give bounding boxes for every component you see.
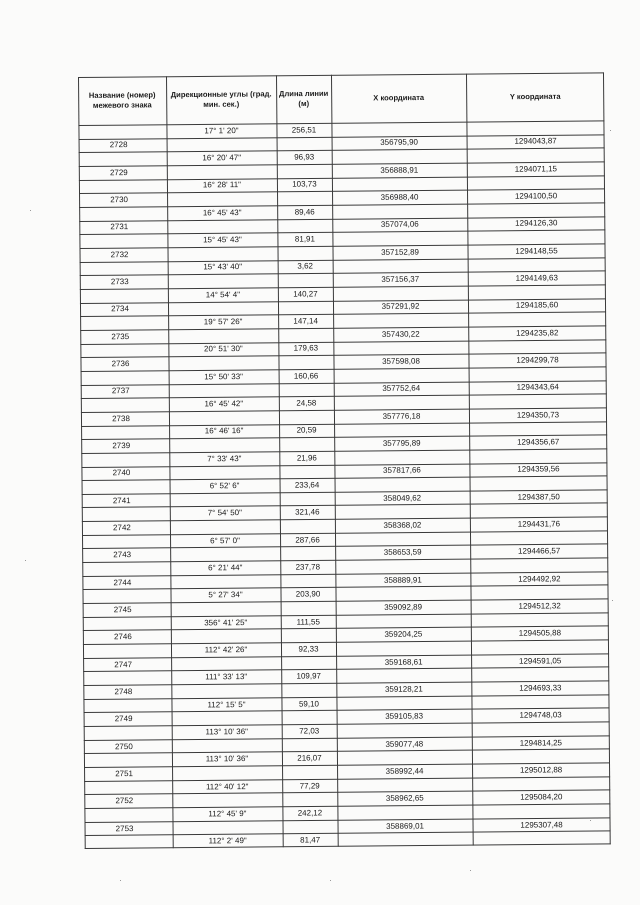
point-x-coordinate: 357291,92 (381, 301, 420, 312)
header-directional-angles: Дирекционные углы (град. мин. сек.) (170, 89, 272, 109)
point-y-coordinate: 1294071,15 (514, 164, 557, 174)
point-x-coordinate: 359128,21 (384, 684, 423, 694)
segment-length: 92,33 (298, 644, 319, 654)
point-x-coordinate: 359105,83 (385, 711, 424, 722)
table-rule (84, 721, 610, 726)
point-x-coordinate: 357752,64 (382, 383, 421, 394)
point-x-coordinate: 357152,89 (381, 247, 419, 257)
header-line-length: Длина линии (м) (278, 88, 329, 109)
boundary-coordinates-table (78, 72, 611, 849)
scan-speck (330, 880, 331, 881)
point-name: 2730 (110, 195, 129, 205)
table-rule (80, 339, 606, 344)
segment-angle: 112° 42' 26" (204, 644, 248, 655)
table-rule (83, 639, 609, 644)
point-y-coordinate: 1295012,88 (519, 765, 563, 775)
point-x-coordinate: 356888,91 (380, 165, 419, 175)
table-rule (85, 831, 611, 836)
point-x-coordinate: 358869,01 (386, 821, 424, 831)
segment-length: 147,14 (293, 316, 318, 326)
segment-length: 256,51 (291, 125, 317, 135)
segment-length: 233,64 (294, 480, 320, 490)
segment-angle: 20° 51' 30" (203, 344, 243, 354)
point-x-coordinate: 356988,40 (380, 192, 419, 202)
point-name: 2741 (112, 495, 131, 505)
point-x-coordinate: 358992,44 (385, 766, 424, 776)
segment-angle: 356° 41' 25" (204, 617, 248, 628)
segment-length: 242,12 (297, 808, 323, 818)
segment-length: 81,47 (300, 835, 321, 845)
segment-angle: 17° 1' 20" (204, 125, 239, 136)
segment-length: 321,46 (295, 507, 320, 517)
segment-length: 179,63 (293, 343, 319, 354)
point-y-coordinate: 1294343,64 (516, 382, 559, 393)
table-body (78, 120, 610, 849)
segment-angle: 112° 15' 5" (207, 699, 246, 709)
point-x-coordinate: 358889,91 (383, 575, 422, 585)
segment-length: 109,97 (296, 671, 322, 681)
point-y-coordinate: 1294185,60 (515, 300, 559, 311)
table-rule (83, 667, 609, 672)
point-name: 2750 (114, 741, 133, 751)
segment-angle: 113° 10' 36" (205, 726, 249, 737)
scan-speck (610, 130, 611, 131)
segment-length: 89,46 (294, 207, 315, 217)
point-x-coordinate: 357156,37 (381, 274, 420, 284)
point-x-coordinate: 357074,06 (380, 219, 419, 230)
segment-length: 21,96 (296, 453, 317, 463)
segment-angle: 112° 40' 12" (205, 781, 249, 791)
segment-length: 103,73 (292, 179, 317, 190)
point-name: 2735 (111, 331, 130, 341)
point-y-coordinate: 1294505,88 (518, 628, 562, 638)
header-x-coordinate: Х координата (373, 92, 425, 103)
point-name: 2749 (114, 714, 133, 724)
segment-length: 203,90 (295, 589, 321, 599)
segment-length: 24,58 (296, 398, 317, 408)
point-x-coordinate: 357817,66 (382, 465, 421, 476)
table-rule (83, 694, 609, 699)
point-name: 2752 (115, 796, 134, 806)
segment-length: 287,66 (295, 535, 320, 545)
point-name: 2729 (109, 167, 128, 178)
table-rule (81, 394, 607, 399)
segment-length: 216,07 (297, 753, 322, 763)
segment-angle: 15° 50' 33" (204, 371, 244, 382)
point-x-coordinate: 359092,89 (384, 602, 423, 612)
point-x-coordinate: 358962,65 (385, 793, 424, 804)
segment-angle: 16° 20' 47" (202, 153, 242, 163)
point-y-coordinate: 1294350,73 (516, 410, 560, 420)
segment-angle: 14° 54' 4" (205, 289, 241, 300)
point-name: 2734 (111, 304, 129, 314)
point-y-coordinate: 1294591,05 (518, 655, 562, 666)
point-name: 2746 (113, 632, 132, 642)
segment-angle: 16° 45' 42" (204, 399, 244, 409)
scan-speck (590, 820, 591, 821)
table-rule (82, 585, 608, 590)
point-y-coordinate: 1294356,67 (517, 437, 560, 447)
point-name: 2739 (112, 441, 131, 451)
point-name: 2742 (112, 523, 131, 533)
point-name: 2740 (112, 468, 131, 478)
segment-angle: 6° 57' 0" (210, 535, 240, 546)
point-name: 2738 (112, 413, 130, 423)
point-x-coordinate: 357598,08 (382, 356, 420, 366)
scan-speck (470, 870, 471, 871)
table-rule (81, 421, 607, 426)
table-rule (80, 284, 606, 289)
segment-angle: 19° 57' 26" (203, 317, 243, 327)
point-x-coordinate: 356795,90 (380, 138, 419, 148)
header-point-name: Название (номер) межевого знака (88, 90, 156, 110)
segment-length: 59,10 (298, 698, 320, 709)
segment-angle: 16° 28' 11" (202, 180, 242, 190)
point-name: 2751 (115, 768, 134, 779)
point-y-coordinate: 1294100,50 (514, 191, 558, 201)
point-name: 2747 (114, 659, 133, 669)
segment-length: 160,66 (293, 371, 319, 381)
point-x-coordinate: 358368,02 (383, 520, 422, 530)
point-name: 2743 (113, 550, 132, 560)
header-y-coordinate: Y координата (509, 91, 561, 102)
point-y-coordinate: 1294148,55 (515, 246, 558, 256)
point-y-coordinate: 1294814,25 (519, 737, 562, 748)
table-rule (79, 148, 605, 153)
table-rule (80, 257, 606, 262)
table-rule (79, 175, 605, 180)
segment-length: 77,29 (299, 780, 320, 791)
point-y-coordinate: 1295307,48 (520, 819, 563, 830)
point-x-coordinate: 358049,62 (383, 493, 422, 503)
table-rule (82, 503, 608, 508)
segment-length: 237,78 (295, 562, 321, 572)
table-rule (79, 202, 605, 207)
point-name: 2728 (109, 140, 128, 150)
point-x-coordinate: 358653,59 (383, 547, 422, 558)
point-y-coordinate: 1294512,32 (518, 601, 561, 611)
point-name: 2733 (110, 277, 129, 287)
point-x-coordinate: 359168,61 (384, 657, 423, 667)
table-rule (79, 230, 605, 235)
segment-length: 72,03 (299, 726, 320, 736)
point-y-coordinate: 1294387,50 (517, 491, 560, 502)
table-rule (84, 803, 610, 808)
point-y-coordinate: 1294492,92 (518, 573, 561, 584)
point-x-coordinate: 357430,22 (381, 329, 420, 339)
point-y-coordinate: 1295084,20 (520, 792, 563, 802)
point-name: 2753 (115, 823, 134, 833)
point-x-coordinate: 357776,18 (382, 411, 421, 421)
point-y-coordinate: 1294149,63 (515, 273, 558, 283)
point-name: 2736 (111, 359, 130, 369)
table-rule (84, 749, 610, 754)
segment-angle: 6° 52' 6" (209, 481, 240, 491)
scan-speck (612, 600, 613, 601)
scan-speck (25, 560, 26, 561)
table-rule (81, 366, 607, 371)
scan-speck (120, 880, 121, 881)
table-rule (84, 776, 610, 781)
segment-angle: 15° 45' 43" (203, 235, 242, 245)
segment-angle: 112° 2' 49" (208, 836, 247, 846)
point-y-coordinate: 1294431,76 (517, 519, 561, 529)
table-rule (82, 558, 608, 563)
segment-length: 96,93 (294, 152, 315, 162)
segment-angle: 15° 43' 40" (203, 262, 243, 272)
point-name: 2731 (110, 222, 129, 232)
table-rule (83, 612, 609, 617)
scan-speck (30, 210, 31, 211)
segment-angle: 7° 54' 50" (207, 508, 242, 518)
point-name: 2745 (113, 604, 132, 615)
segment-length: 140,27 (293, 289, 318, 299)
point-y-coordinate: 1294126,30 (515, 218, 558, 229)
point-name: 2744 (113, 577, 132, 587)
point-name: 2748 (114, 686, 133, 697)
point-y-coordinate: 1294235,82 (516, 328, 559, 338)
point-y-coordinate: 1294466,57 (517, 546, 561, 556)
point-x-coordinate: 359204,25 (384, 629, 423, 640)
table-rule (80, 312, 606, 317)
segment-angle: 16° 45' 43" (202, 207, 242, 218)
point-y-coordinate: 1294299,78 (516, 355, 559, 365)
segment-angle: 7° 33' 43" (207, 453, 242, 464)
point-x-coordinate: 357795,89 (382, 438, 421, 448)
segment-angle: 112° 45' 9" (208, 808, 247, 819)
segment-length: 20,59 (296, 425, 317, 435)
segment-angle: 111° 33' 13" (205, 672, 248, 682)
table-rule (81, 448, 607, 453)
segment-angle: 5° 27' 34" (208, 590, 243, 600)
segment-length: 81,91 (294, 234, 315, 244)
point-name: 2737 (111, 386, 130, 396)
point-y-coordinate: 1294748,03 (519, 710, 562, 720)
point-name: 2732 (110, 249, 129, 259)
point-y-coordinate: 1294359,56 (517, 464, 560, 475)
segment-angle: 6° 21' 44" (208, 563, 243, 573)
segment-angle: 113° 10' 36" (205, 754, 249, 764)
segment-angle: 16° 46' 16" (204, 426, 244, 436)
point-x-coordinate: 359077,48 (385, 739, 424, 749)
table-rule (82, 476, 608, 481)
table-header (78, 72, 604, 125)
point-y-coordinate: 1294693,33 (519, 683, 562, 693)
point-y-coordinate: 1294043,87 (514, 136, 557, 147)
segment-length: 3,62 (297, 261, 313, 272)
table-rule (82, 530, 608, 535)
segment-length: 111,55 (296, 617, 320, 627)
